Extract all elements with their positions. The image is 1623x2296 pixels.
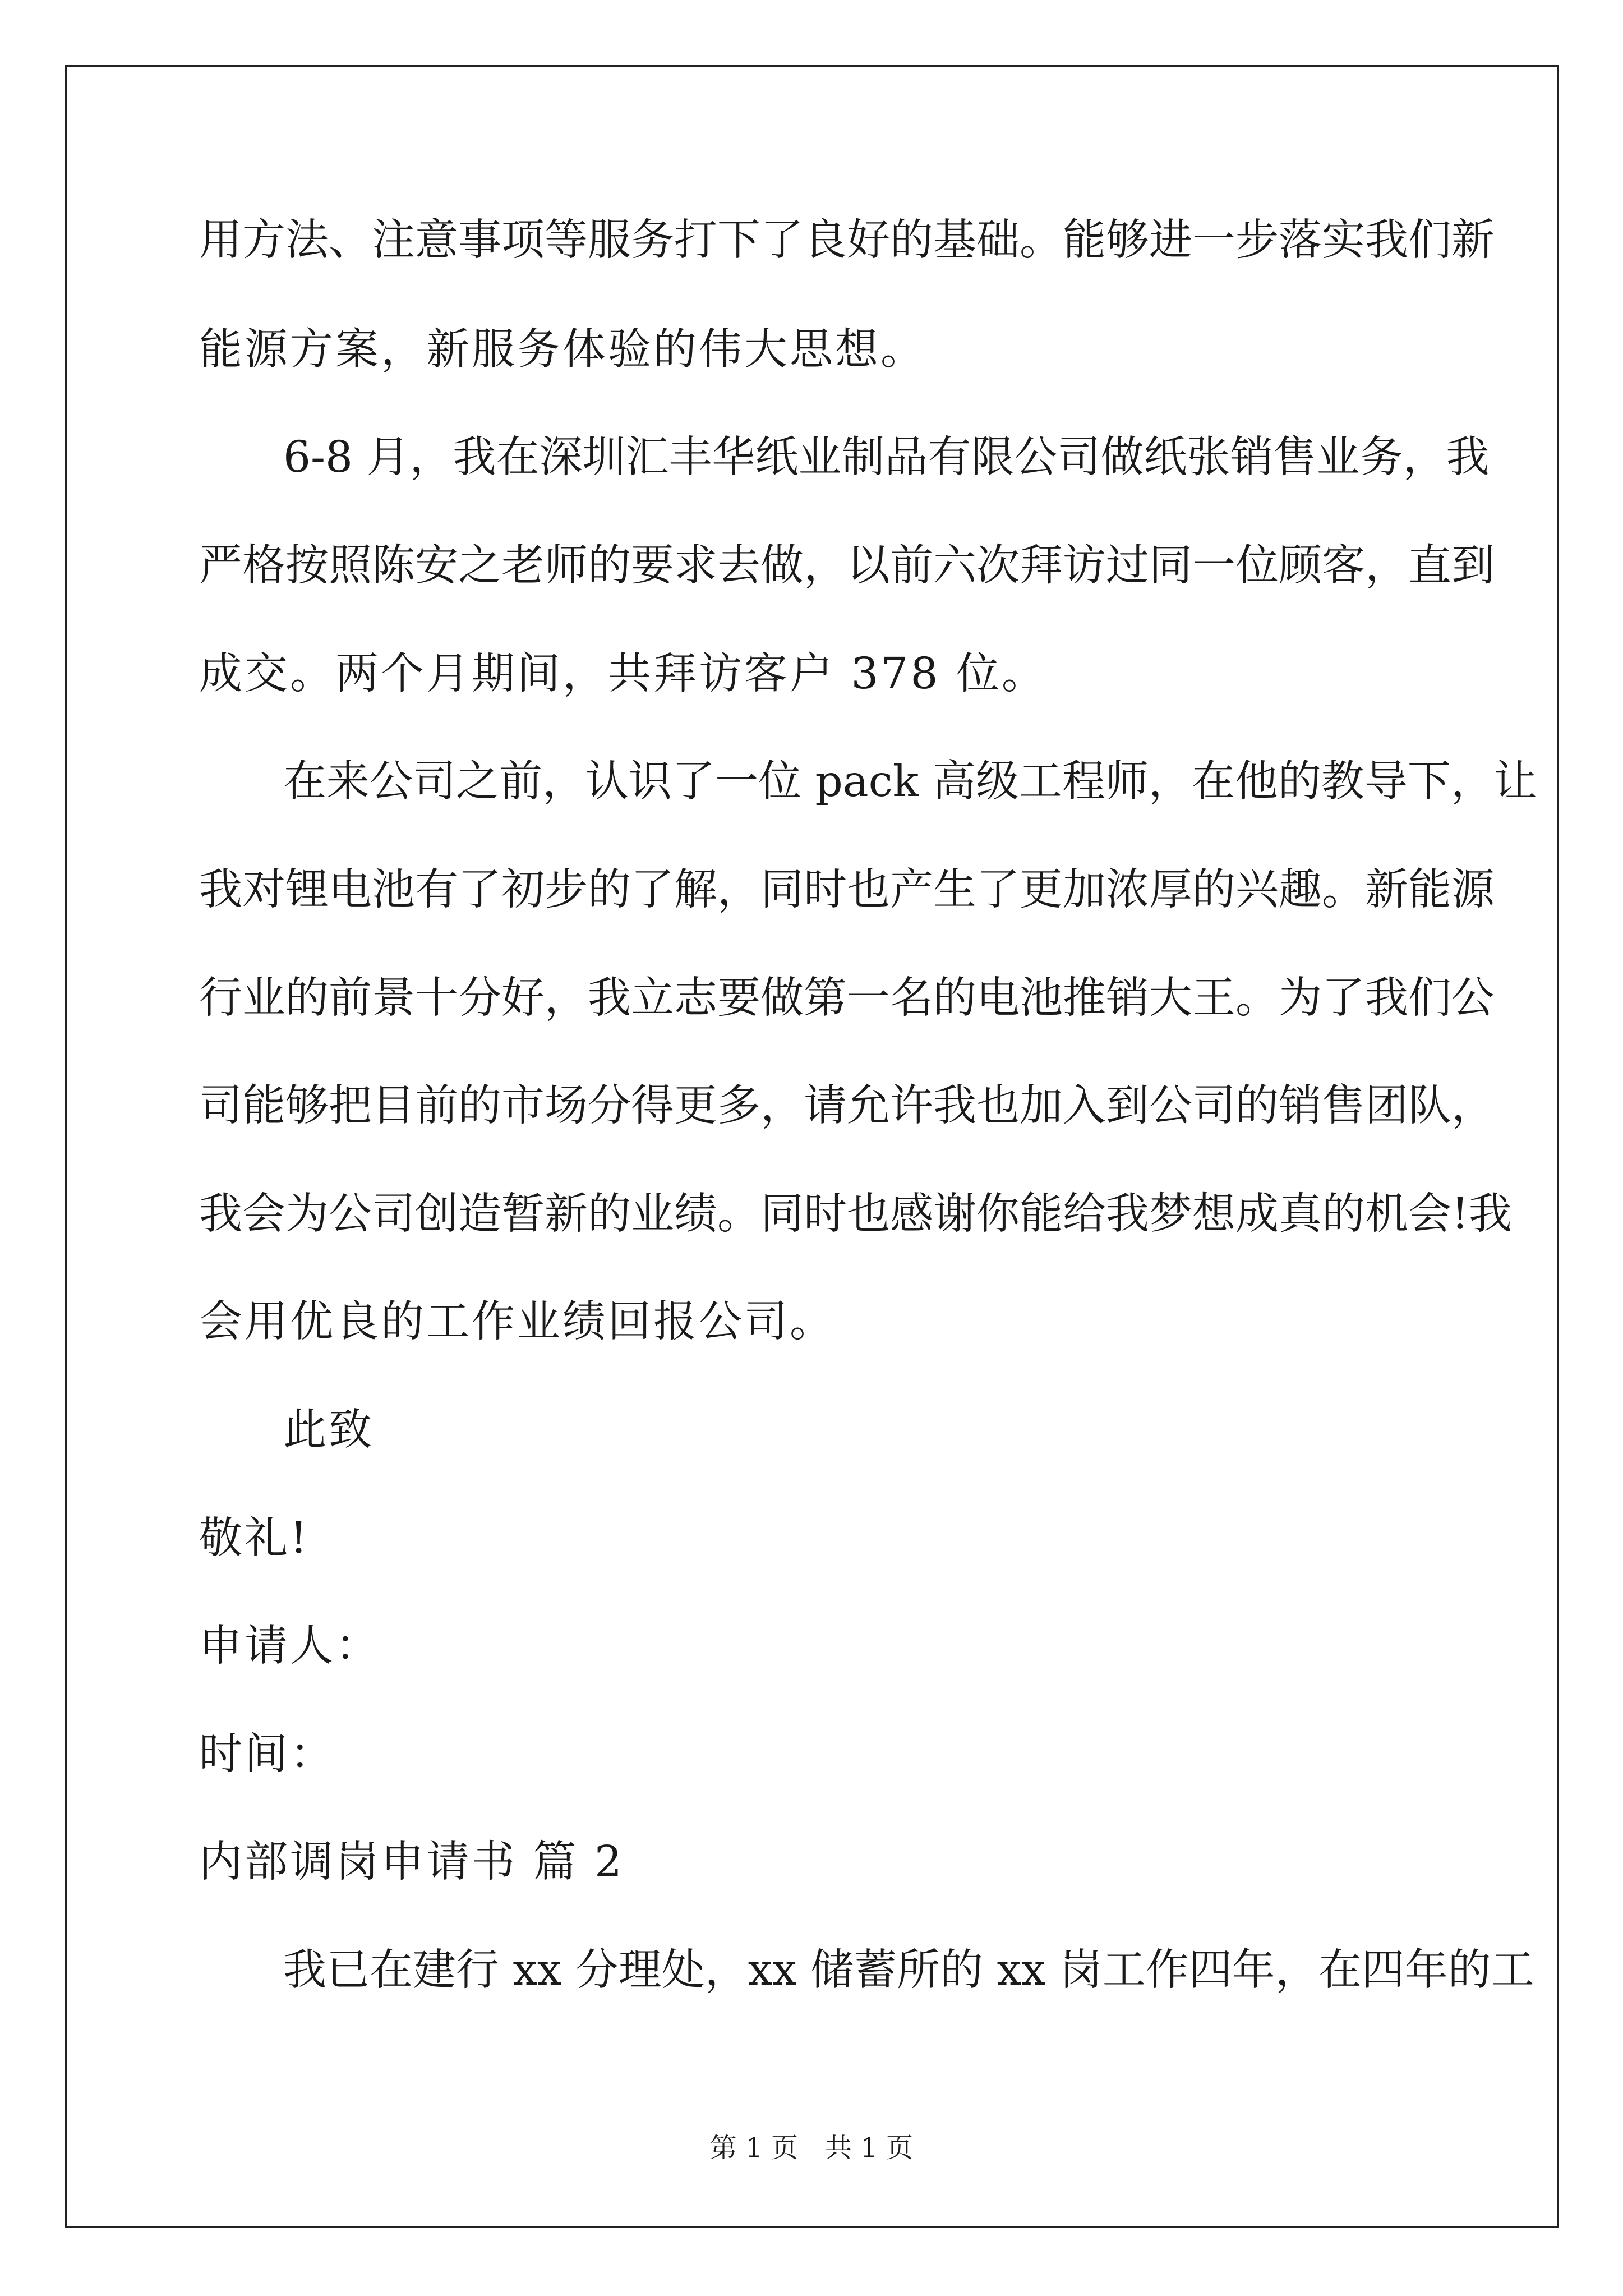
page-total: 共 1 页	[825, 2132, 914, 2164]
page-border	[65, 65, 1559, 2228]
body-line: 我已在建行 xx 分理处，xx 储蓄所的 xx 岗工作四年，在四年的工	[283, 1945, 1534, 1995]
body-line: 敬礼!	[199, 1513, 310, 1563]
body-line: 此致	[283, 1405, 374, 1455]
body-line: 成交。两个月期间，共拜访客户 378 位。	[199, 649, 1047, 699]
body-line: 行业的前景十分好，我立志要做第一名的电池推销大王。为了我们公	[199, 973, 1495, 1023]
body-line: 申请人：	[199, 1621, 381, 1671]
body-line: 6-8 月，我在深圳汇丰华纸业制品有限公司做纸张销售业务，我	[283, 432, 1490, 482]
page-number: 第 1 页	[709, 2132, 798, 2164]
body-line: 司能够把目前的市场分得更多，请允许我也加入到公司的销售团队，	[199, 1081, 1495, 1131]
body-line: 内部调岗申请书 篇 2	[199, 1837, 624, 1887]
body-line: 时间：	[199, 1729, 335, 1779]
body-line: 严格按照陈安之老师的要求去做，以前六次拜访过同一位顾客，直到	[199, 541, 1495, 591]
body-line: 能源方案，新服务体验的伟大思想。	[199, 325, 926, 375]
page-footer	[0, 2126, 1623, 2165]
body-line: 会用优良的工作业绩回报公司。	[199, 1297, 835, 1347]
body-line: 我对锂电池有了初步的了解，同时也产生了更加浓厚的兴趣。新能源	[199, 865, 1495, 915]
body-line: 我会为公司创造暂新的业绩。同时也感谢你能给我梦想成真的机会!我	[199, 1189, 1512, 1239]
body-line: 用方法、注意事项等服务打下了良好的基础。能够进一步落实我们新	[199, 215, 1495, 265]
body-line: 在来公司之前，认识了一位 pack 高级工程师，在他的教导下，让	[283, 757, 1537, 807]
